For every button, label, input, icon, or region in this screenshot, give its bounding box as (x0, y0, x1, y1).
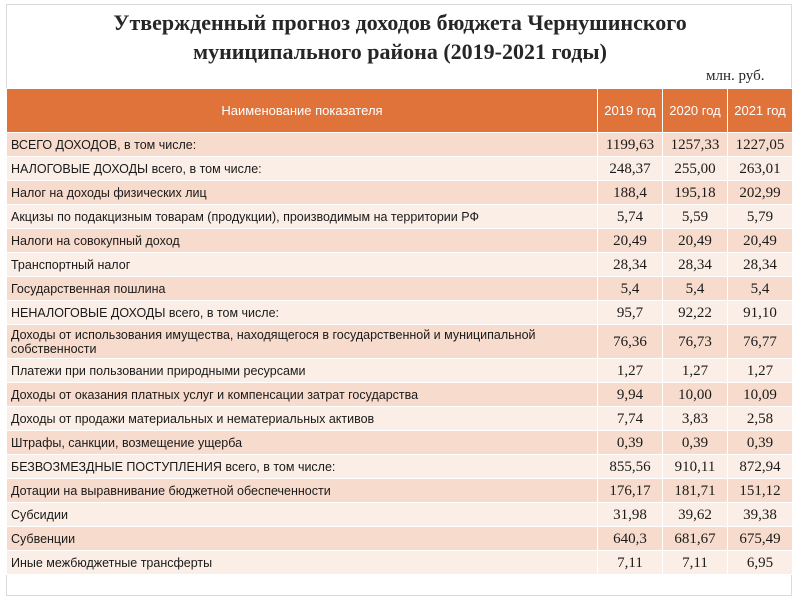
value-2019-cell: 188,4 (598, 181, 663, 205)
column-header-name: Наименование показателя (7, 89, 598, 133)
value-2020-cell: 181,71 (663, 479, 728, 503)
value-2021-cell: 1227,05 (728, 133, 793, 157)
row-name-cell: Государственная пошлина (7, 277, 598, 301)
value-2021-cell: 0,39 (728, 431, 793, 455)
row-name-cell: Иные межбюджетные трансферты (7, 551, 598, 575)
value-2020-cell: 1257,33 (663, 133, 728, 157)
value-2021-cell: 20,49 (728, 229, 793, 253)
value-2019-cell: 7,74 (598, 407, 663, 431)
value-2020-cell: 28,34 (663, 253, 728, 277)
value-2020-cell: 3,83 (663, 407, 728, 431)
value-2020-cell: 1,27 (663, 359, 728, 383)
row-name-cell: Платежи при пользовании природными ресурсами (7, 359, 598, 383)
table-row (7, 181, 793, 205)
value-2021-cell: 1,27 (728, 359, 793, 383)
value-2020-cell: 681,67 (663, 527, 728, 551)
value-2020-cell: 5,59 (663, 205, 728, 229)
row-name-cell: Налоги на совокупный доход (7, 229, 598, 253)
row-name-cell: ВСЕГО ДОХОДОВ, в том числе: (7, 133, 598, 157)
table-row (7, 277, 793, 301)
unit-label: млн. руб. (706, 68, 765, 84)
table-row (7, 503, 793, 527)
value-2019-cell: 248,37 (598, 157, 663, 181)
table-row (7, 253, 793, 277)
column-header-2021: 2021 год (728, 89, 793, 133)
value-2019-cell: 1,27 (598, 359, 663, 383)
row-name-cell: Доходы от оказания платных услуг и компенсации затрат государства (7, 383, 598, 407)
row-name-cell: Налог на доходы физических лиц (7, 181, 598, 205)
table-body (7, 133, 793, 575)
title-line-2: муниципального района (2019-2021 годы) (193, 39, 607, 64)
value-2021-cell: 10,09 (728, 383, 793, 407)
table-row (7, 229, 793, 253)
value-2019-cell: 5,4 (598, 277, 663, 301)
table-row (7, 301, 793, 325)
title-line-1: Утвержденный прогноз доходов бюджета Чернушинского (113, 10, 687, 35)
table-row (7, 551, 793, 575)
table-row (7, 479, 793, 503)
value-2021-cell: 872,94 (728, 455, 793, 479)
value-2021-cell: 39,38 (728, 503, 793, 527)
row-name-cell: Акцизы по подакцизным товарам (продукции), производимым на территории РФ (7, 205, 598, 229)
table-row (7, 407, 793, 431)
value-2021-cell: 76,77 (728, 325, 793, 359)
table-row (7, 455, 793, 479)
table-header-row (7, 89, 793, 133)
row-name-cell: Субвенции (7, 527, 598, 551)
row-name-cell: Штрафы, санкции, возмещение ущерба (7, 431, 598, 455)
table-row (7, 133, 793, 157)
value-2019-cell: 31,98 (598, 503, 663, 527)
value-2020-cell: 10,00 (663, 383, 728, 407)
row-name-cell: НАЛОГОВЫЕ ДОХОДЫ всего, в том числе: (7, 157, 598, 181)
value-2021-cell: 6,95 (728, 551, 793, 575)
value-2019-cell: 7,11 (598, 551, 663, 575)
value-2021-cell: 28,34 (728, 253, 793, 277)
value-2020-cell: 195,18 (663, 181, 728, 205)
value-2021-cell: 202,99 (728, 181, 793, 205)
row-name-cell: Дотации на выравнивание бюджетной обеспеченности (7, 479, 598, 503)
row-name-cell: Доходы от использования имущества, находящегося в государственной и муниципальной собственности (7, 325, 598, 359)
value-2019-cell: 855,56 (598, 455, 663, 479)
value-2019-cell: 640,3 (598, 527, 663, 551)
value-2019-cell: 95,7 (598, 301, 663, 325)
page-title (20, 8, 780, 66)
value-2020-cell: 76,73 (663, 325, 728, 359)
row-name-cell: Доходы от продажи материальных и нематериальных активов (7, 407, 598, 431)
row-name-cell: БЕЗВОЗМЕЗДНЫЕ ПОСТУПЛЕНИЯ всего, в том числе: (7, 455, 598, 479)
value-2019-cell: 0,39 (598, 431, 663, 455)
table-row (7, 205, 793, 229)
value-2021-cell: 5,4 (728, 277, 793, 301)
table-row (7, 527, 793, 551)
value-2019-cell: 76,36 (598, 325, 663, 359)
revenue-table (6, 88, 793, 575)
table-row (7, 383, 793, 407)
value-2019-cell: 28,34 (598, 253, 663, 277)
value-2020-cell: 92,22 (663, 301, 728, 325)
value-2021-cell: 263,01 (728, 157, 793, 181)
value-2020-cell: 5,4 (663, 277, 728, 301)
value-2020-cell: 255,00 (663, 157, 728, 181)
table-row (7, 359, 793, 383)
value-2020-cell: 910,11 (663, 455, 728, 479)
column-header-2019: 2019 год (598, 89, 663, 133)
value-2021-cell: 675,49 (728, 527, 793, 551)
value-2020-cell: 7,11 (663, 551, 728, 575)
row-name-cell: Транспортный налог (7, 253, 598, 277)
value-2019-cell: 20,49 (598, 229, 663, 253)
value-2020-cell: 39,62 (663, 503, 728, 527)
table-row (7, 431, 793, 455)
value-2019-cell: 176,17 (598, 479, 663, 503)
value-2021-cell: 151,12 (728, 479, 793, 503)
table-row (7, 325, 793, 359)
column-header-2020: 2020 год (663, 89, 728, 133)
table-row (7, 157, 793, 181)
value-2021-cell: 5,79 (728, 205, 793, 229)
value-2020-cell: 0,39 (663, 431, 728, 455)
value-2019-cell: 1199,63 (598, 133, 663, 157)
value-2019-cell: 5,74 (598, 205, 663, 229)
row-name-cell: Субсидии (7, 503, 598, 527)
value-2021-cell: 2,58 (728, 407, 793, 431)
value-2019-cell: 9,94 (598, 383, 663, 407)
row-name-cell: НЕНАЛОГОВЫЕ ДОХОДЫ всего, в том числе: (7, 301, 598, 325)
value-2020-cell: 20,49 (663, 229, 728, 253)
value-2021-cell: 91,10 (728, 301, 793, 325)
